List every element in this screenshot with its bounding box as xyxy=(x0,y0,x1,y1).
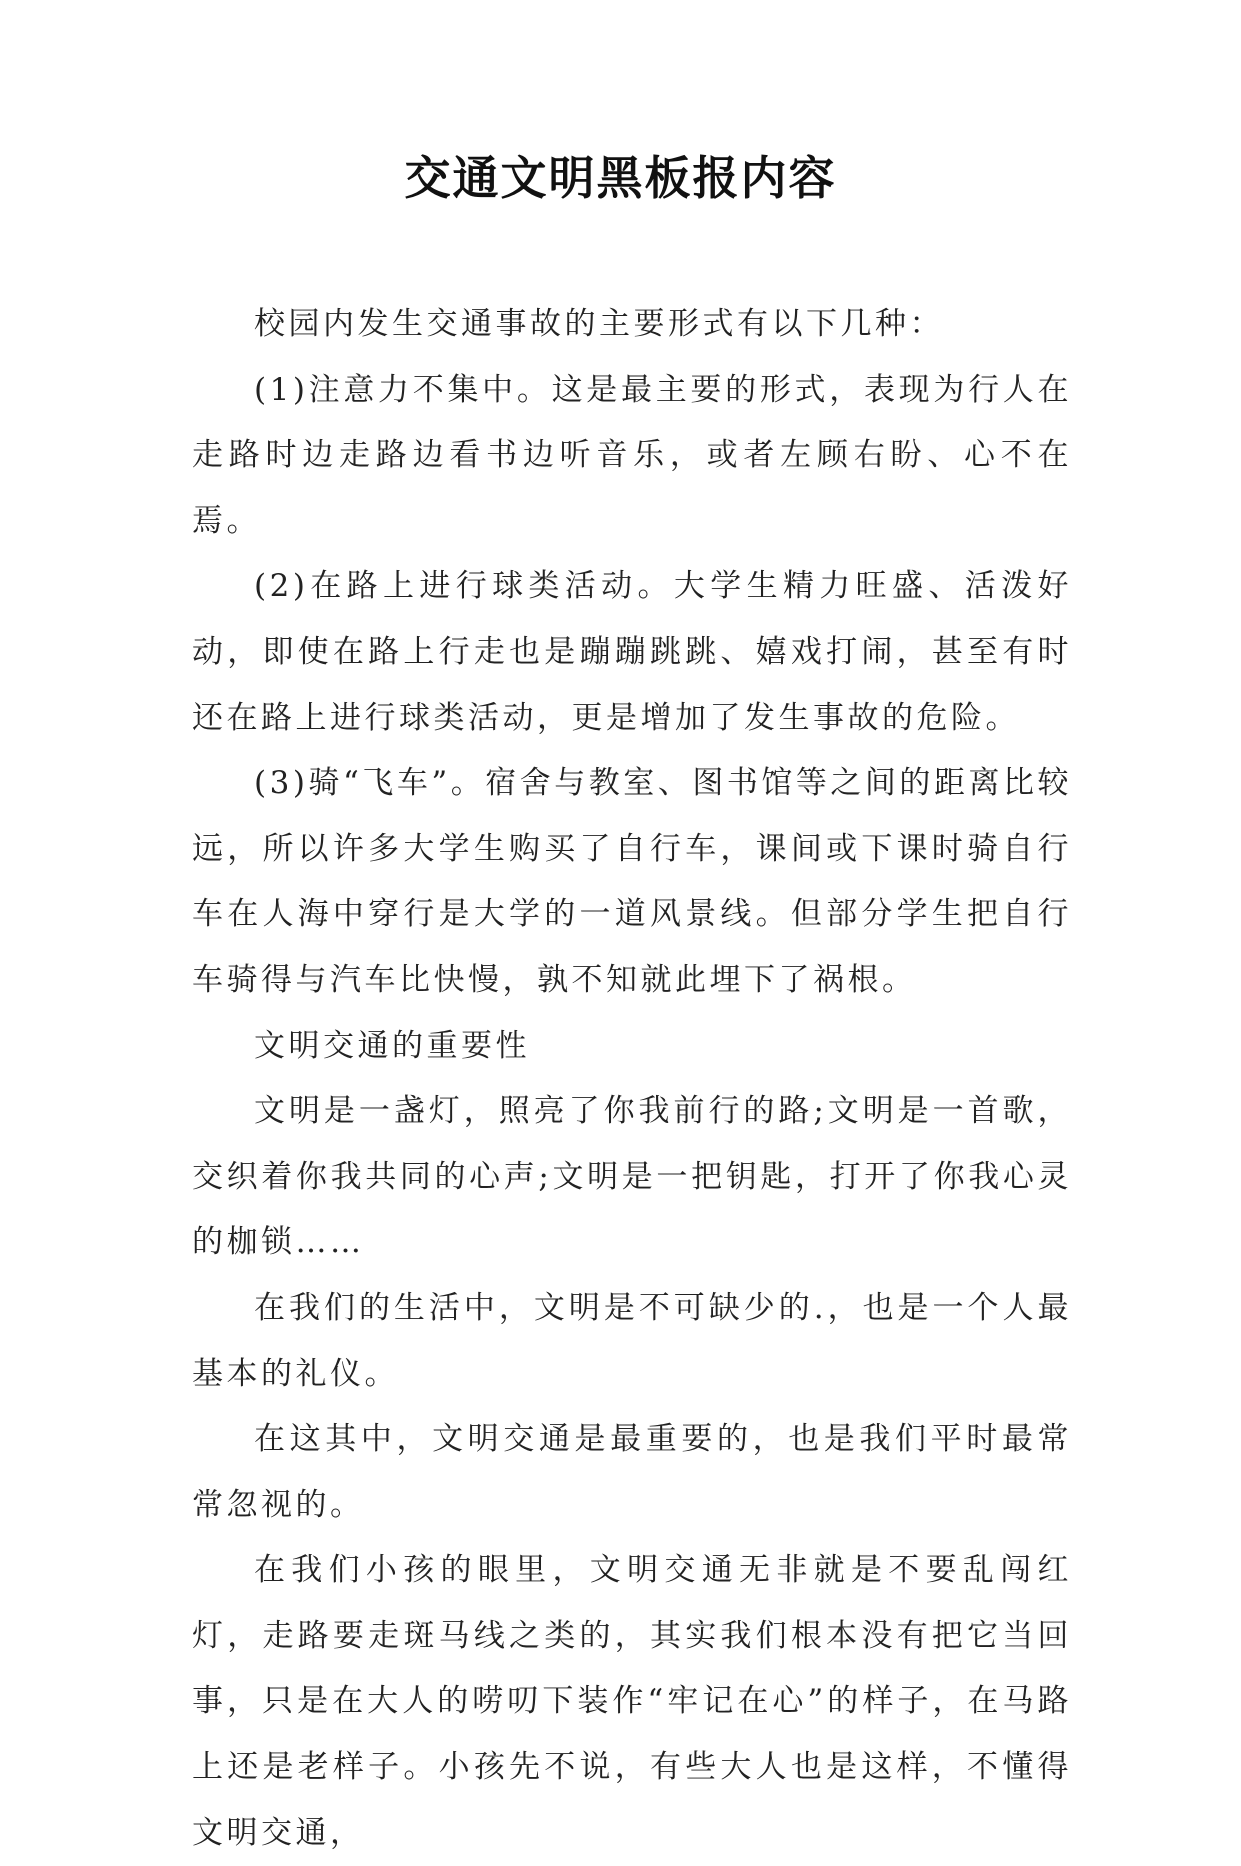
paragraph-accident-forms-intro: 校园内发生交通事故的主要形式有以下几种： xyxy=(254,306,944,342)
paragraph-children-view: 在我们小孩的眼里，文明交通无非就是不要乱闯红灯，走路要走斑马线之类的，其实我们根本没有把它当回事，只是在大人的唠叨下装作“牢记在心”的样子，在马路上还是老样子。小孩先不说，有些大人也是这样，不懂得文明交通， xyxy=(192,1552,1072,1851)
section-heading-importance: 文明交通的重要性 xyxy=(254,1027,530,1064)
document-body xyxy=(192,292,1072,1866)
paragraph-inattention: (1)注意力不集中。这是最主要的形式，表现为行人在走路时边走路边看书边听音乐，或者左顾右盼、心不在焉。 xyxy=(192,371,1072,539)
paragraph-basic-etiquette: 在我们的生活中，文明是不可缺少的.，也是一个人最基本的礼仪。 xyxy=(192,1289,1072,1392)
document-title: 交通文明黑板报内容 xyxy=(404,151,837,205)
paragraph-most-important: 在这其中，文明交通是最重要的，也是我们平时最常常忽视的。 xyxy=(192,1421,1072,1523)
paragraph-ball-games: (2)在路上进行球类活动。大学生精力旺盛、活泼好动，即使在路上行走也是蹦蹦跳跳、嬉戏打闹，甚至有时还在路上进行球类活动，更是增加了发生事故的危险。 xyxy=(192,568,1072,736)
paragraph-fast-cycling: (3)骑“飞车”。宿舍与教室、图书馆等之间的距离比较远，所以许多大学生购买了自行车，课间或下课时骑自行车在人海中穿行是大学的一道风景线。但部分学生把自行车骑得与汽车比快慢，孰不知就此埋下了祸根。 xyxy=(192,765,1072,998)
paragraph-civility-metaphor: 文明是一盏灯，照亮了你我前行的路;文明是一首歌，交织着你我共同的心声;文明是一把钥匙，打开了你我心灵的枷锁…… xyxy=(192,1093,1072,1261)
